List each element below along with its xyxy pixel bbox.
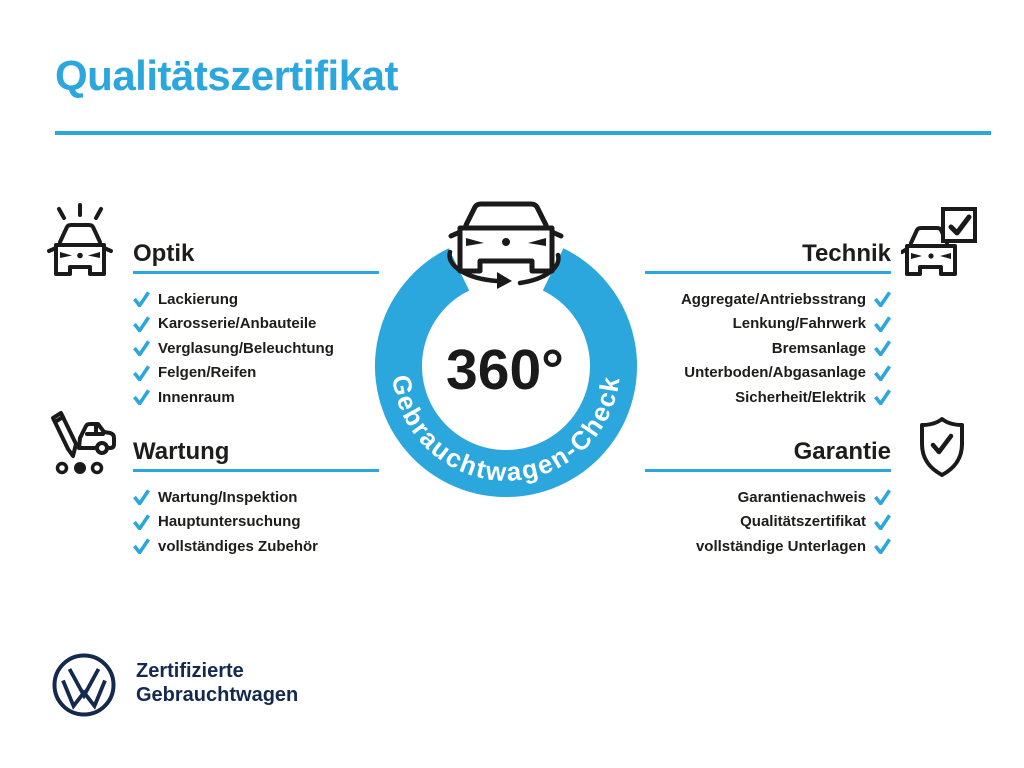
check-icon	[133, 514, 150, 530]
checklist-item	[133, 287, 379, 312]
section-divider	[133, 271, 379, 274]
checklist-item-label: Innenraum	[158, 388, 235, 406]
section-garantie	[645, 440, 891, 559]
360-badge	[366, 195, 656, 510]
checklist-item-label: vollständige Unterlagen	[695, 537, 866, 555]
wartung-checklist	[133, 485, 379, 559]
check-icon	[874, 365, 891, 381]
checklist-item-label: Wartung/Inspektion	[158, 488, 298, 506]
section-wartung	[133, 440, 379, 559]
ring-label: Gebrauchtwagen-Check	[386, 372, 626, 488]
vw-logo	[52, 653, 116, 717]
section-divider	[645, 469, 891, 472]
technik-checklist	[645, 287, 891, 410]
check-icon	[874, 316, 891, 332]
checklist-item-label: Karosserie/Anbauteile	[158, 315, 317, 333]
checklist-item-label: vollständiges Zubehör	[158, 537, 319, 555]
checklist-item-label: Felgen/Reifen	[158, 364, 257, 382]
section-divider	[645, 271, 891, 274]
garantie-checklist	[645, 485, 891, 559]
section-optik-title: Optik	[133, 240, 195, 267]
check-icon	[874, 291, 891, 307]
check-icon	[133, 365, 150, 381]
section-wartung-title: Wartung	[133, 438, 230, 465]
checklist-item	[645, 485, 891, 510]
checklist-item-label: Bremsanlage	[771, 339, 866, 357]
section-divider	[133, 469, 379, 472]
checklist-item-label: Lackierung	[158, 290, 239, 308]
section-optik	[133, 242, 379, 410]
check-icon	[874, 340, 891, 356]
checklist-item-label: Garantienachweis	[737, 488, 866, 506]
brand-line-2: Gebrauchtwagen	[136, 684, 299, 706]
checklist-item	[133, 534, 379, 559]
checklist-item-label: Verglasung/Beleuchtung	[158, 339, 334, 357]
checklist-item-label: Qualitätszertifikat	[740, 513, 866, 531]
car-shine-icon	[44, 201, 116, 285]
page-title: Qualitätszertifikat	[55, 52, 398, 99]
check-icon	[874, 389, 891, 405]
check-icon	[133, 389, 150, 405]
brand-line-1: Zertifizierte	[136, 660, 244, 682]
checklist-item-label: Aggregate/Antriebsstrang	[680, 290, 866, 308]
check-icon	[133, 489, 150, 505]
car-checkbox-icon	[901, 203, 979, 285]
check-icon	[133, 316, 150, 332]
checklist-item-label: Lenkung/Fahrwerk	[732, 315, 866, 333]
section-technik	[645, 242, 891, 410]
section-garantie-title: Garantie	[793, 438, 891, 465]
optik-checklist	[133, 287, 379, 410]
checklist-item-label: Sicherheit/Elektrik	[735, 388, 866, 406]
degree-label: 360°	[446, 338, 564, 402]
checklist-item	[645, 336, 891, 361]
checklist-item	[133, 361, 379, 386]
checklist-item	[645, 510, 891, 535]
check-icon	[874, 514, 891, 530]
checklist-item	[645, 361, 891, 386]
checklist-item	[133, 510, 379, 535]
checklist-item	[645, 534, 891, 559]
rotation-arrowhead	[497, 272, 512, 289]
brand-text	[136, 659, 298, 707]
checklist-item	[133, 485, 379, 510]
checklist-item	[133, 336, 379, 361]
checklist-item-label: Unterboden/Abgasanlage	[684, 364, 866, 382]
check-icon	[133, 340, 150, 356]
pencil-car-icon	[45, 406, 117, 486]
checklist-item	[645, 385, 891, 410]
check-icon	[874, 538, 891, 554]
section-technik-title: Technik	[802, 240, 891, 267]
check-icon	[133, 291, 150, 307]
checklist-item	[133, 312, 379, 337]
checklist-item	[133, 385, 379, 410]
checklist-item	[645, 312, 891, 337]
check-icon	[874, 489, 891, 505]
shield-check-icon	[916, 416, 968, 478]
checklist-item	[645, 287, 891, 312]
checklist-item-label: Hauptuntersuchung	[158, 513, 301, 531]
check-icon	[133, 538, 150, 554]
title-divider	[55, 131, 991, 135]
